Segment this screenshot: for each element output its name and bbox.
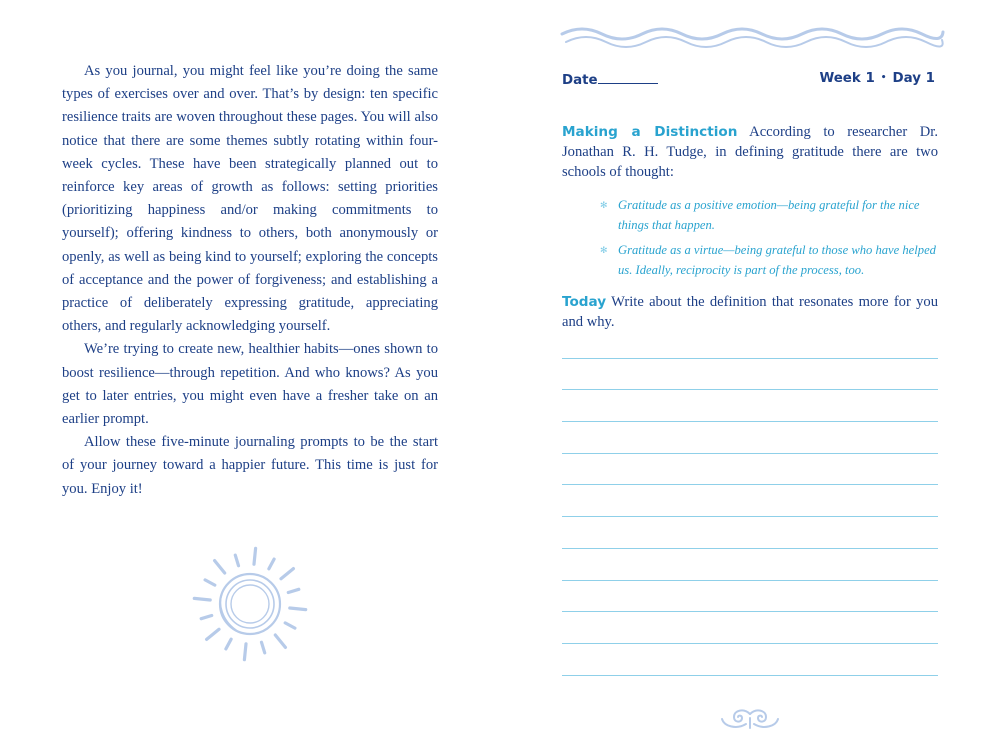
sun-ray xyxy=(194,598,210,600)
writing-lines[interactable] xyxy=(562,327,938,676)
writing-line[interactable] xyxy=(562,485,938,517)
intro-text xyxy=(62,60,438,501)
today-heading: Today xyxy=(562,294,607,310)
today-prompt xyxy=(562,292,938,332)
bullet-item xyxy=(600,196,940,235)
sun-ray xyxy=(290,608,306,610)
writing-line[interactable] xyxy=(562,422,938,454)
sun-ray xyxy=(215,561,225,573)
week-day-header xyxy=(819,71,935,86)
today-text: Write about the definition that resonates more for you and why. xyxy=(562,294,938,330)
asterisk-icon: ✻ xyxy=(600,245,608,255)
writing-line[interactable] xyxy=(562,517,938,549)
sun-ray xyxy=(207,629,219,639)
distinction-heading: Making a Distinction xyxy=(562,124,738,140)
bullet-item xyxy=(600,241,940,280)
intro-paragraph-3: Allow these five-minute journaling prompts to be the start of your journey toward a happier future. This time is just for you. Enjoy it! xyxy=(62,434,438,497)
sun-ray xyxy=(226,639,231,649)
writing-line[interactable] xyxy=(562,644,938,676)
asterisk-icon: ✻ xyxy=(600,200,608,210)
sun-icon xyxy=(188,542,312,668)
bullet-text: Gratitude as a virtue—being grateful to those who have helped us. Ideally, reciprocity is part of the process, too. xyxy=(618,243,936,277)
sun-ray xyxy=(235,555,238,566)
sun-ray xyxy=(205,580,215,585)
sun-ray xyxy=(262,642,265,653)
writing-line[interactable] xyxy=(562,454,938,486)
writing-line[interactable] xyxy=(562,612,938,644)
separator-dot: • xyxy=(880,73,887,83)
writing-line[interactable] xyxy=(562,327,938,359)
sun-ray xyxy=(201,616,212,619)
intro-paragraph-2: We’re trying to create new, healthier habits—ones shown to boost resilience—through repetition. And who knows? As you get to later entries, you might even have a fresher take on an earlier prompt. xyxy=(62,341,438,428)
waves-icon xyxy=(560,20,945,50)
week-label: Week 1 xyxy=(819,71,875,86)
sun-ray xyxy=(269,559,274,569)
sun-ray xyxy=(254,548,256,564)
date-blank[interactable] xyxy=(598,71,658,84)
writing-line[interactable] xyxy=(562,581,938,613)
date-label: Date xyxy=(562,73,598,88)
writing-line[interactable] xyxy=(562,549,938,581)
distinction-text: According to researcher Dr. Jonathan R. H. Tudge, in defining gratitude there are two schools of thought: xyxy=(562,124,938,180)
date-field[interactable] xyxy=(562,71,658,88)
bullet-list xyxy=(600,196,940,286)
bullet-text: Gratitude as a positive emotion—being grateful for the nice things that happen. xyxy=(618,198,920,232)
sun-ray xyxy=(275,635,285,647)
swirl-icon xyxy=(716,706,784,732)
writing-line[interactable] xyxy=(562,359,938,391)
intro-paragraph-1: As you journal, you might feel like you’re doing the same types of exercises over and over. That’s by design: ten specific resilience traits are woven throughout these pages. You will also notice that there are some themes subtly rotating within four-week cycles. These have been strategically planned out to reinforce key areas of growth as follows: setting priorities (prioritizing happiness and/or making commitments to yourself); offering kindness to others, both anonymously or openly, as well as being kind to yourself; exploring the concepts of acceptance and the power of forgiveness; and establishing a practice of deliberately expressing gratitude, appreciating others, and regularly acknowledging yourself. xyxy=(62,63,438,335)
sun-ray xyxy=(281,569,293,579)
sun-ray xyxy=(244,644,246,660)
day-label: Day 1 xyxy=(892,71,935,86)
sun-ray xyxy=(288,589,299,592)
writing-line[interactable] xyxy=(562,390,938,422)
sun-ray xyxy=(285,623,295,628)
distinction-section xyxy=(562,122,938,182)
